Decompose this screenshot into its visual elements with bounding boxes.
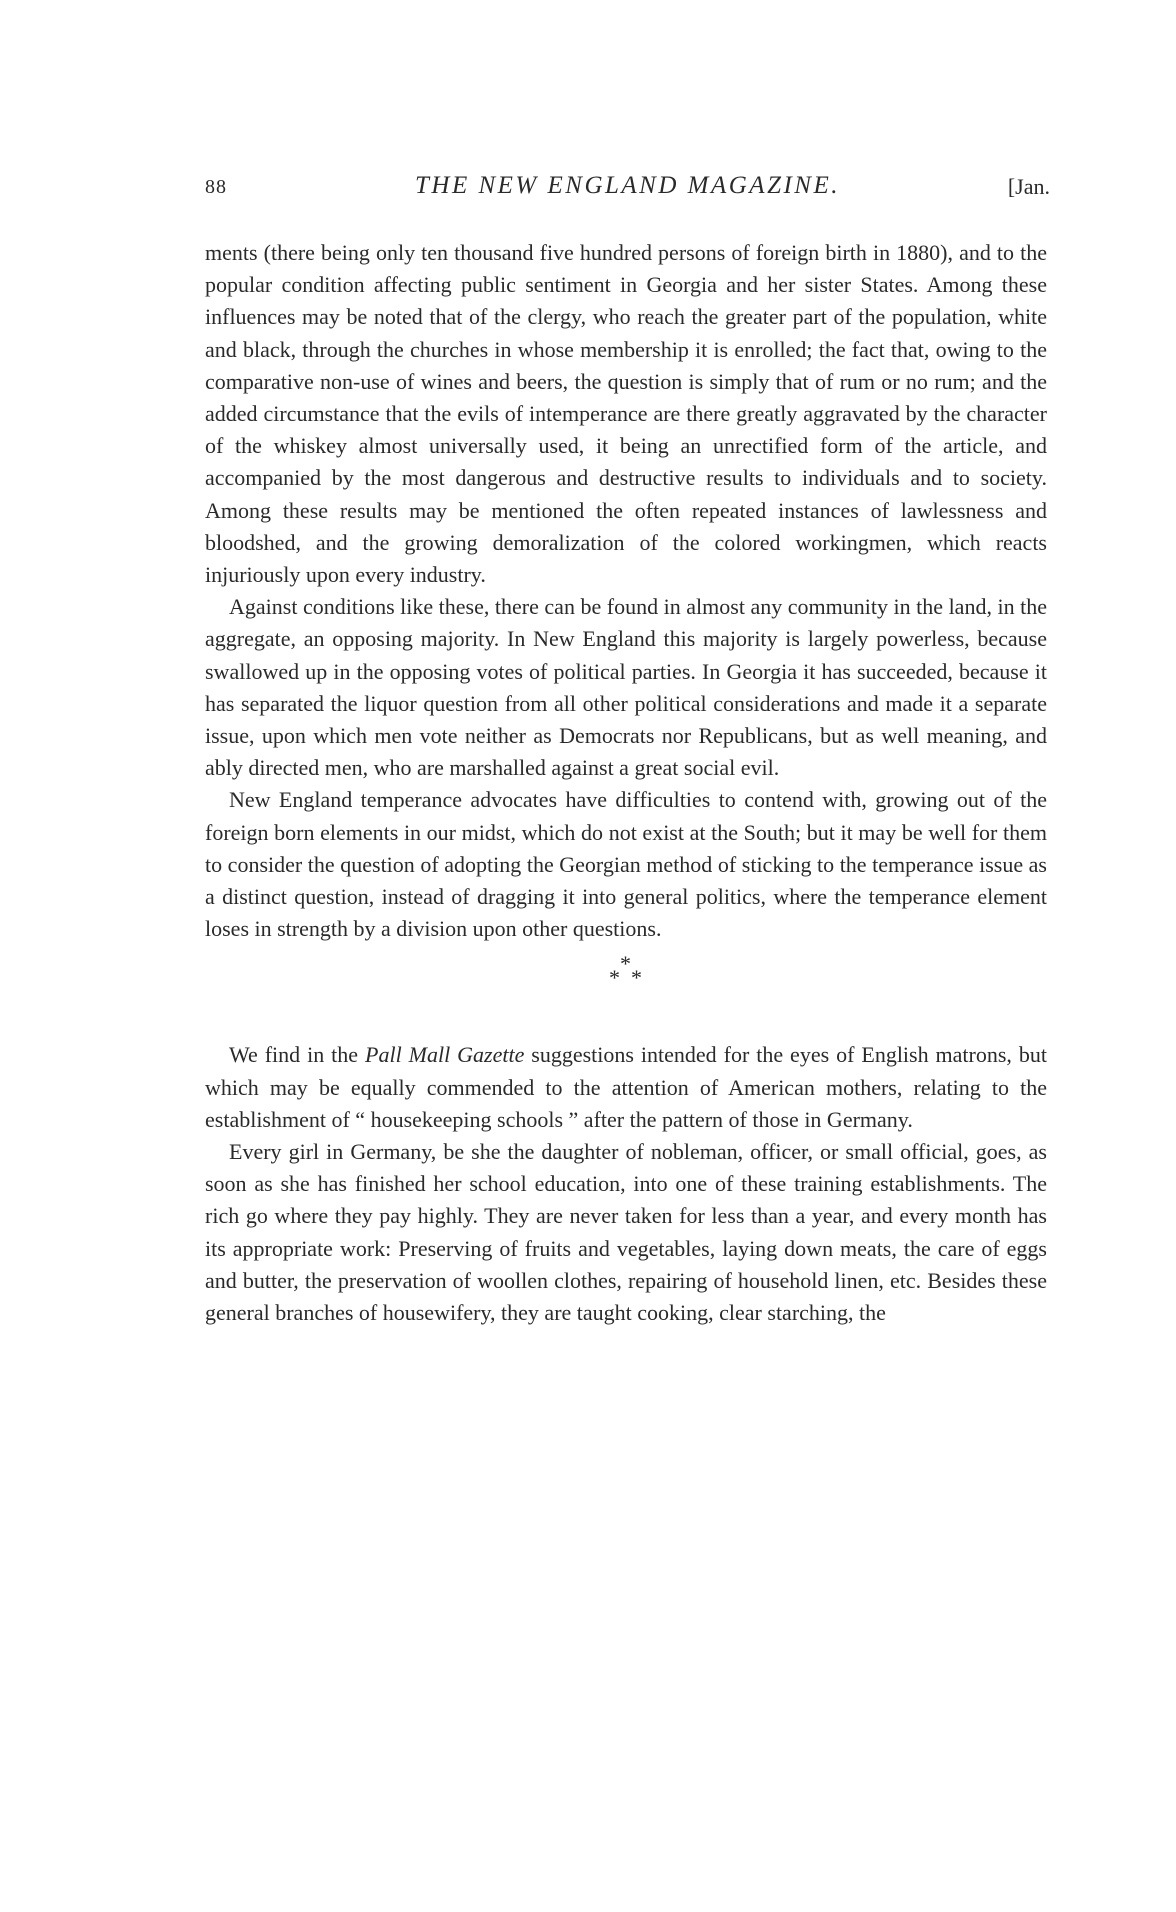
section-divider-asterism [205,949,1047,1009]
running-header [205,172,1050,208]
asterism-star: * [609,965,620,991]
paragraph: Every girl in Germany, be she the daughter of nobleman, officer, or small official, goes, as soon as she has finished her school education, into one of these training establishments. The rich go where they pay highly. They are never taken for less than a year, and every month has its appropriate work: Preserving of fruits and vegetables, laying down meats, the care of eggs and butter, the preservation of woollen clothes, repairing of household linen, etc. Besides these general branches of housewifery, they are taught cooking, clear starching, the [205,1139,1047,1326]
paragraph-continued: ments (there being only ten thousand five hundred persons of foreign birth in 1880), and to the popular condition affecting public sentiment in Georgia and her sister States. Among these influences may be noted that of the clergy, who reach the greater part of the population, white and black, through the churches in whose membership it is enrolled; the fact that, owing to the comparative non-use of wines and beers, the question is simply that of rum or no rum; and the added circumstance that the evils of intemperance are there greatly aggravated by the character of the whiskey almost universally used, it being an unrectified form of the article, and accompanied by the most dangerous and destructive results to individuals and to society. Among these results may be mentioned the often repeated instances of lawlessness and bloodshed, and the growing demoralization of the colored workingmen, which reacts injuriously upon every industry. [205,240,1047,588]
page-number: 88 [205,176,227,198]
paragraph: New England temperance advocates have difficulties to contend with, growing out of the foreign born elements in our midst, which do not exist at the South; but it may be well for them to consider the question of adopting the Georgian method of sticking to the temperance issue as a distinct question, instead of dragging it into general politics, where the temperance element loses in strength by a division upon other questions. [205,787,1047,942]
running-title: THE NEW ENGLAND MAGAZINE. [415,172,840,199]
paragraph [205,1039,1047,1136]
paragraph: Against conditions like these, there can be found in almost any community in the land, in the aggregate, an opposing majority. In New England this majority is largely powerless, because swallowed up in the opposing votes of political parties. In Georgia it has succeeded, because it has separated the liquor question from all other political considerations and made it a separate issue, upon which men vote neither as Democrats nor Republicans, but as well meaning, and ably directed men, who are marshalled against a great social evil. [205,594,1047,781]
asterism-star: * [620,951,631,977]
asterism-star: * [631,965,642,991]
running-date: [Jan. [1007,174,1050,199]
article-body [205,237,1047,1329]
paragraph-text: suggestions intended for the eyes of English matrons, but which may be equally commended to the attention of American mothers, relating to the establishment of “ housekeeping schools ” after the pattern of those in Germany. [205,1042,1048,1132]
publication-title: Pall Mall Gazette [365,1042,525,1068]
paragraph-text: We find in the [229,1042,366,1068]
